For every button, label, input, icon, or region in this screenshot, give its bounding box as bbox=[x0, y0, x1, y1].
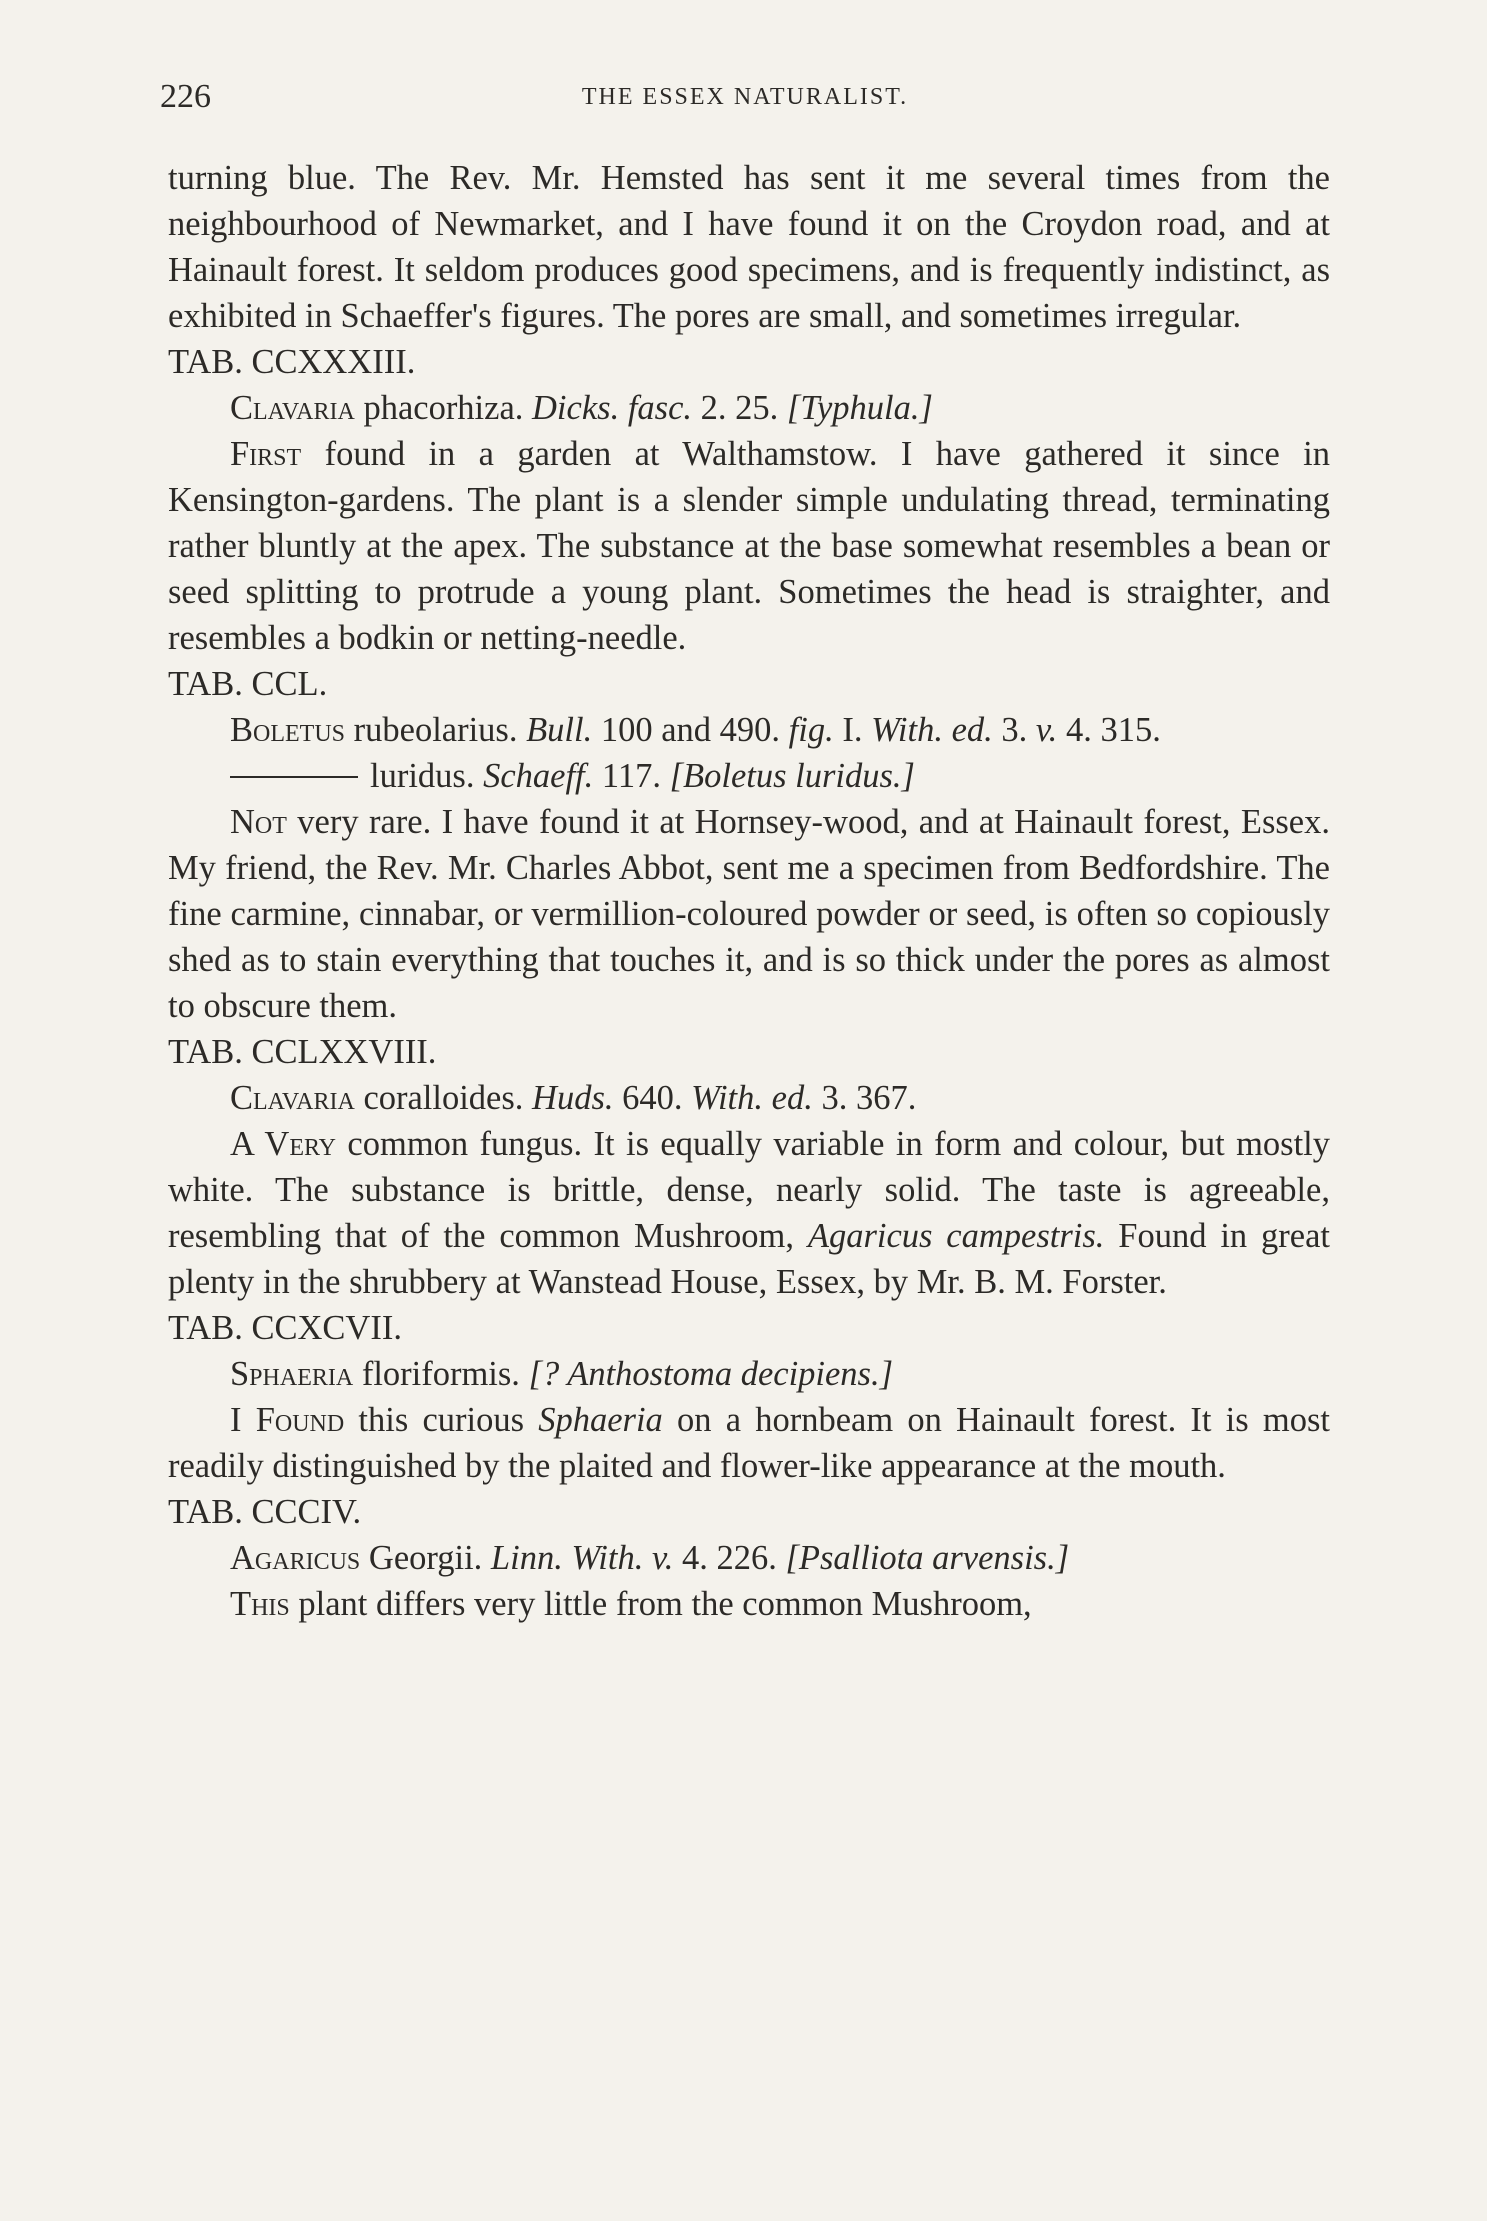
volume-number: 4. 226. bbox=[673, 1539, 786, 1577]
page-header bbox=[160, 78, 1330, 128]
plate-heading: TAB. CCL. bbox=[168, 665, 328, 703]
paragraph bbox=[168, 1397, 1330, 1489]
paragraph: turning blue. The Rev. Mr. Hemsted has sent it me several times from the neighbourhood of Newmarket, and I have found it on the Croydon road, and at Hainault forest. It seldom produces good specimens, and is frequently indistinct, as exhibited in Schaeffer's figures. The pores are small, and sometimes irregular. bbox=[168, 159, 1330, 335]
reference: Huds. bbox=[532, 1079, 614, 1117]
figure-number: I. bbox=[833, 711, 872, 749]
paragraph-text-end: Found in great plenty in the shrubbery at Wanstead House, Essex, by Mr. B. M. Forster. bbox=[168, 1217, 1330, 1301]
italic-name: Sphaeria bbox=[538, 1401, 663, 1439]
italic-name: Agaricus campestris. bbox=[807, 1217, 1105, 1255]
page-number: 226 bbox=[160, 78, 211, 115]
reference-number: 117. bbox=[593, 757, 670, 795]
paragraph bbox=[168, 799, 1330, 1029]
lead-word: Found bbox=[255, 1401, 345, 1439]
species-entry bbox=[168, 1351, 1330, 1397]
withering-ref: With. ed. bbox=[691, 1079, 813, 1117]
running-head: THE ESSEX NATURALIST. bbox=[581, 84, 909, 110]
paragraph bbox=[168, 1121, 1330, 1305]
species-entry bbox=[168, 385, 1330, 431]
genus: Agaricus bbox=[230, 1539, 361, 1577]
withering-edition: 3. 367. bbox=[812, 1079, 917, 1117]
reference-number: 2. 25. bbox=[692, 389, 787, 427]
species-entry bbox=[168, 753, 1330, 799]
paragraph-text: common fungus. It is equally variable in form and colour, but mostly white. The substance is brittle, dense, nearly solid. The taste is agreeable, resembling that of the common Mushroom, bbox=[168, 1125, 1330, 1255]
withering-edition: 3. bbox=[992, 711, 1036, 749]
synonym: [? Anthostoma decipiens.] bbox=[528, 1355, 894, 1393]
paragraph bbox=[168, 1581, 1330, 1627]
species-entry bbox=[168, 707, 1330, 753]
reference: Dicks. fasc. bbox=[532, 389, 693, 427]
species: luridus. bbox=[370, 757, 484, 795]
body-text bbox=[168, 155, 1330, 1627]
volume-number: 4. 315. bbox=[1057, 711, 1161, 749]
genus: Boletus bbox=[230, 711, 346, 749]
species: floriformis. bbox=[353, 1355, 529, 1393]
paragraph-text: plant differs very little from the common Mushroom, bbox=[289, 1585, 1032, 1623]
paragraph-text: very rare. I have found it at Hornsey-wood, and at Hainault forest, Essex. My friend, the Rev. Mr. Charles Abbot, sent me a specimen from Bedfordshire. The fine carmine, cinnabar, or vermillion-coloured powder or seed, is often so copiously shed as to stain everything that touches it, and is so thick under the pores as almost to obscure them. bbox=[168, 803, 1330, 1025]
reference: Schaeff. bbox=[483, 757, 594, 795]
reference-spacer bbox=[643, 1539, 652, 1577]
reference: Bull. bbox=[526, 711, 593, 749]
paragraph bbox=[168, 431, 1330, 661]
volume-ref: v. bbox=[1035, 711, 1058, 749]
lead-word: This bbox=[230, 1585, 290, 1623]
paragraph-text-end: on a hornbeam on Hainault forest. It is most readily distinguished by the plaited and flower-like appearance at the mouth. bbox=[168, 1401, 1330, 1485]
plate-heading: TAB. CCXXXIII. bbox=[168, 343, 416, 381]
lead-word: First bbox=[230, 435, 302, 473]
plate-heading: TAB. CCXCVII. bbox=[168, 1309, 402, 1347]
plate-heading: TAB. CCLXXVIII. bbox=[168, 1033, 437, 1071]
species: Georgii. bbox=[360, 1539, 491, 1577]
genus: Sphaeria bbox=[230, 1355, 354, 1393]
genus: Clavaria bbox=[230, 1079, 355, 1117]
synonym: [Typhula.] bbox=[786, 389, 933, 427]
species-entry bbox=[168, 1535, 1330, 1581]
figure-ref: fig. bbox=[788, 711, 834, 749]
species: rubeolarius. bbox=[345, 711, 527, 749]
withering-ref: With. ed. bbox=[871, 711, 993, 749]
paragraph-text: found in a garden at Walthamstow. I have gathered it since in Kensington-gardens. The plant is a slender simple undulating thread, terminating rather bluntly at the apex. The substance at the base somewhat resembles a bean or seed splitting to protrude a young plant. Sometimes the head is straighter, and resembles a bodkin or netting-needle. bbox=[168, 435, 1330, 657]
volume-ref: v. bbox=[651, 1539, 674, 1577]
reference-number: 100 and 490. bbox=[592, 711, 789, 749]
reference-number: 640. bbox=[613, 1079, 692, 1117]
species: phacorhiza. bbox=[354, 389, 533, 427]
species-entry bbox=[168, 1075, 1330, 1121]
synonym: [Psalliota arvensis.] bbox=[785, 1539, 1070, 1577]
reference: Linn. With. bbox=[490, 1539, 644, 1577]
lead-word: Very bbox=[264, 1125, 337, 1163]
lead-article: A bbox=[230, 1125, 265, 1163]
lead-article: I bbox=[230, 1401, 256, 1439]
lead-word: Not bbox=[230, 803, 287, 841]
plate-heading: TAB. CCCIV. bbox=[168, 1493, 362, 1531]
synonym: [Boletus luridus.] bbox=[669, 757, 915, 795]
paragraph-text: this curious bbox=[344, 1401, 539, 1439]
species: coralloides. bbox=[354, 1079, 533, 1117]
ditto-dash bbox=[230, 776, 358, 778]
genus: Clavaria bbox=[230, 389, 355, 427]
